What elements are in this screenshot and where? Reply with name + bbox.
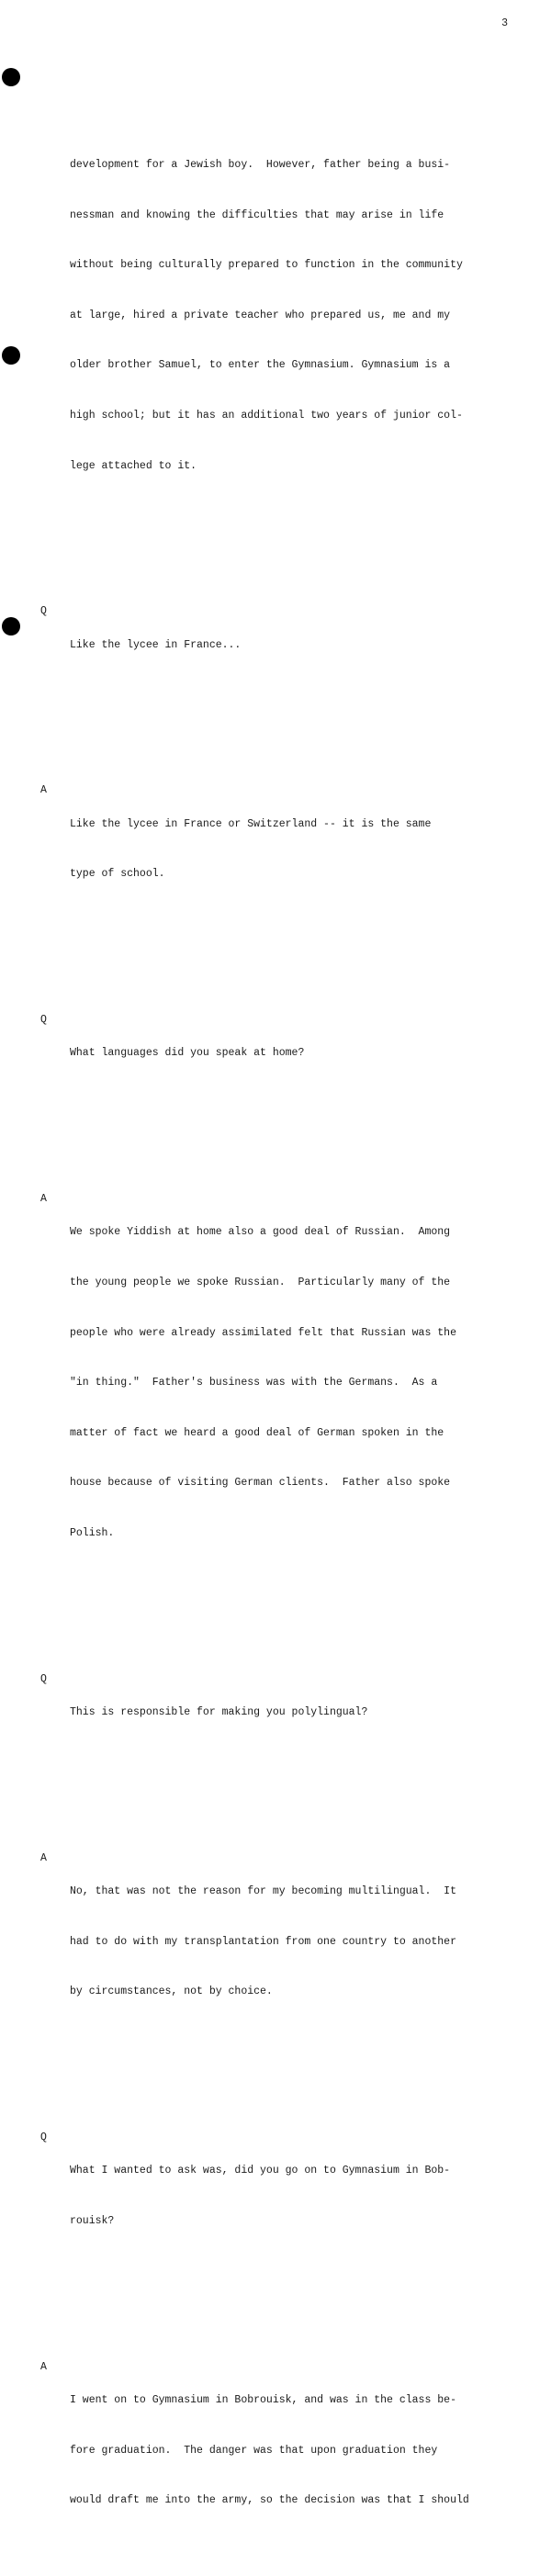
text-line: I went on to Gymnasium in Bobrouisk, and was in the class be- <box>70 2394 456 2407</box>
exchange-lines <box>70 1671 518 1755</box>
text-line: This is responsible for making you polylingual? <box>70 1706 368 1719</box>
exchange-lines <box>70 1191 518 1576</box>
text-line: What I wanted to ask was, did you go on to Gymnasium in Bob- <box>70 2165 451 2177</box>
text-line: had to do with my transplantation from one country to another <box>70 1935 456 1948</box>
text-line: "in thing." Father's business was with the Germans. As a <box>70 1377 438 1389</box>
text-line: the young people we spoke Russian. Particularly many of the <box>70 1277 451 1289</box>
text-line: older brother Samuel, to enter the Gymnasium. Gymnasium is a <box>70 359 451 372</box>
speaker-label: Q <box>40 1013 47 1026</box>
text-line: rouisk? <box>70 2214 115 2227</box>
text-line: What languages did you speak at home? <box>70 1047 305 1060</box>
text-line: would draft me into the army, so the decision was that I should <box>70 2494 469 2507</box>
exchange-lines <box>70 1850 518 2034</box>
speaker-label: Q <box>40 2131 47 2143</box>
exchange-lines <box>70 603 518 687</box>
speaker-label: A <box>40 2360 47 2373</box>
speaker-label: A <box>40 784 47 797</box>
exchange-question <box>40 1012 518 1096</box>
punch-hole-bottom <box>2 617 20 636</box>
text-line: without being culturally prepared to function in the community <box>70 259 463 272</box>
punch-hole-middle <box>2 346 20 365</box>
exchange-answer <box>40 1191 518 1576</box>
transcript-body <box>40 73 518 2576</box>
text-line: by circumstances, not by choice. <box>70 1985 273 1998</box>
exchange-lines <box>70 2130 518 2264</box>
text-line: high school; but it has an additional two years of junior col- <box>70 410 463 422</box>
paragraph-lines <box>70 124 518 509</box>
text-line: No, that was not the reason for my becoming multilingual. It <box>70 1885 456 1898</box>
continuation-paragraph <box>40 124 518 509</box>
text-line: fore graduation. The danger was that upon graduation they <box>70 2444 438 2457</box>
exchange-question <box>40 1671 518 1755</box>
text-line: lege attached to it. <box>70 459 197 472</box>
speaker-label: A <box>40 1193 47 1205</box>
text-line: Like the lycee in France... <box>70 638 242 651</box>
speaker-spacer <box>40 124 70 509</box>
speaker-label: A <box>40 1851 47 1864</box>
speaker-label: Q <box>40 1672 47 1685</box>
exchange-answer <box>40 1850 518 2034</box>
text-line: development for a Jewish boy. However, father being a busi- <box>70 159 451 172</box>
text-line: We spoke Yiddish at home also a good deal of Russian. Among <box>70 1226 451 1239</box>
text-line: Like the lycee in France or Switzerland -- it is the same <box>70 817 432 830</box>
exchange-lines <box>70 2359 518 2543</box>
text-line: at large, hired a private teacher who prepared us, me and my <box>70 309 451 321</box>
text-line: matter of fact we heard a good deal of German spoken in the <box>70 1426 444 1439</box>
exchange-lines <box>70 1012 518 1096</box>
exchange-answer <box>40 2359 518 2543</box>
text-line: type of school. <box>70 868 165 881</box>
text-line: nessman and knowing the difficulties that may arise in life <box>70 208 444 221</box>
exchange-question <box>40 2130 518 2264</box>
page-number: 3 <box>501 17 508 29</box>
exchange-question <box>40 603 518 687</box>
exchange-answer <box>40 782 518 917</box>
text-line: people who were already assimilated felt that Russian was the <box>70 1326 456 1339</box>
exchange-lines <box>70 782 518 917</box>
text-line: house because of visiting German clients. Father also spoke <box>70 1477 451 1490</box>
text-line: Polish. <box>70 1527 115 1540</box>
speaker-label: Q <box>40 605 47 618</box>
punch-hole-top <box>2 68 20 86</box>
